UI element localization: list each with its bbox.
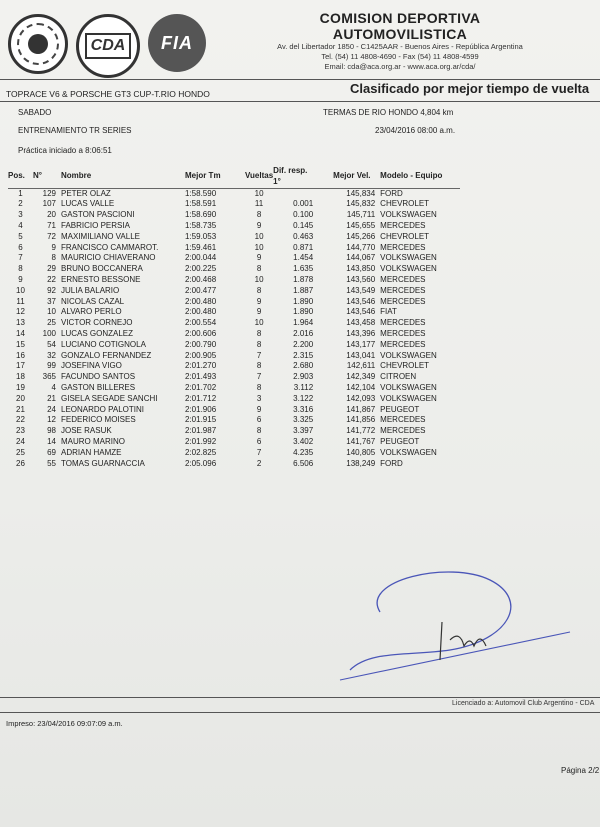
table-row (8, 459, 460, 470)
cell-best-time: 2:00.790 (185, 339, 217, 349)
cell-laps: 6 (256, 436, 262, 446)
cell-gap: 2.200 (293, 339, 314, 349)
col-header-number: N° (33, 166, 61, 188)
cell-model: VOLKSWAGEN (380, 264, 437, 274)
table-row (8, 351, 460, 362)
cell-name: ALVARO PERLO (61, 307, 122, 317)
cell-laps: 10 (254, 242, 264, 252)
cell-best-speed: 145,711 (346, 210, 376, 220)
cell-gap: 3.397 (293, 426, 314, 436)
license-note: Licenciado a: Automovil Club Argentino - CDA (452, 700, 595, 707)
cell-best-speed: 143,549 (346, 285, 376, 295)
cell-best-speed: 142,104 (346, 382, 376, 392)
cell-best-time: 2:01.915 (185, 415, 217, 425)
table-row (8, 394, 460, 405)
cell-best-speed: 143,546 (346, 307, 376, 317)
cell-best-time: 2:00.468 (185, 274, 217, 284)
table-row (8, 232, 460, 243)
cell-number: 365 (42, 372, 56, 382)
cell-name: MAURICIO CHIAVERANO (61, 253, 156, 263)
cell-laps: 8 (256, 285, 262, 295)
cell-model: CHEVROLET (380, 361, 430, 371)
cell-number: 29 (47, 264, 56, 274)
cell-name: LUCAS GONZALEZ (61, 328, 134, 338)
cell-gap: 0.100 (293, 210, 314, 220)
cell-best-time: 1:58.590 (185, 188, 217, 198)
cell-pos: 8 (18, 264, 23, 274)
cell-gap: 2.315 (293, 350, 314, 360)
cell-name: MAXIMILIANO VALLE (61, 231, 140, 241)
cell-model: VOLKSWAGEN (380, 393, 437, 403)
cell-model: MERCEDES (380, 285, 426, 295)
event-datetime: 23/04/2016 08:00 a.m. (375, 126, 456, 135)
cell-gap: 6.506 (293, 458, 314, 468)
cell-model: MERCEDES (380, 415, 426, 425)
cell-number: 21 (47, 393, 56, 403)
table-row (8, 448, 460, 459)
cell-name: JOSE RASUK (61, 426, 112, 436)
table-row (8, 307, 460, 318)
cell-best-speed: 142,349 (346, 372, 376, 382)
cell-gap: 0.145 (293, 220, 314, 230)
cell-number: 55 (47, 458, 56, 468)
cell-model: MERCEDES (380, 242, 426, 252)
cell-name: FRANCISCO CAMMAROT. (61, 242, 159, 252)
cell-pos: 20 (16, 393, 25, 403)
col-header-best-time: Mejor Tm (185, 166, 245, 188)
cell-best-time: 2:01.992 (185, 436, 217, 446)
cell-laps: 9 (256, 404, 262, 414)
cell-laps: 6 (256, 415, 262, 425)
cell-best-speed: 145,266 (346, 231, 376, 241)
cell-name: FABRICIO PERSIA (61, 220, 130, 230)
event-circuit: TERMAS DE RIO HONDO 4,804 km (323, 108, 454, 117)
cell-name: LUCAS VALLE (61, 199, 115, 209)
cell-model: VOLKSWAGEN (380, 210, 437, 220)
cell-model: CHEVROLET (380, 231, 430, 241)
cell-model: CITROEN (380, 372, 417, 382)
cell-pos: 10 (16, 285, 25, 295)
cell-name: BRUNO BOCCANERA (61, 264, 143, 274)
printed-timestamp: Impreso: 23/04/2016 09:07:09 a.m. (6, 719, 123, 728)
cell-best-speed: 141,772 (346, 426, 376, 436)
cell-best-speed: 140,805 (346, 447, 376, 457)
org-phone: Tel. (54) 11 4808-4690 - Fax (54) 11 4808-4599 (321, 52, 479, 61)
cell-gap: 1.635 (293, 264, 314, 274)
cell-laps: 8 (256, 264, 262, 274)
org-title: COMISION DEPORTIVA AUTOMOVILISTICA (319, 10, 481, 42)
cell-best-time: 1:59.053 (185, 231, 217, 241)
table-row (8, 426, 460, 437)
cell-name: FEDERICO MOISES (61, 415, 136, 425)
cell-pos: 21 (16, 404, 25, 414)
cell-best-time: 2:05.096 (185, 458, 217, 468)
cell-number: 10 (47, 307, 56, 317)
cell-pos: 2 (18, 199, 23, 209)
cell-best-time: 2:00.480 (185, 307, 217, 317)
footer-divider (0, 697, 600, 698)
cell-name: GONZALO FERNANDEZ (61, 350, 152, 360)
col-header-best-speed: Mejor Vel. (333, 166, 380, 188)
table-row (8, 340, 460, 351)
cell-model: MERCEDES (380, 339, 426, 349)
cell-gap: 0.463 (293, 231, 314, 241)
cell-pos: 14 (16, 328, 25, 338)
cell-model: MERCEDES (380, 318, 426, 328)
cell-best-time: 1:58.735 (185, 220, 217, 230)
cell-laps: 8 (256, 382, 262, 392)
cell-best-speed: 143,177 (346, 339, 376, 349)
cell-number: 99 (47, 361, 56, 371)
table-row (8, 243, 460, 254)
cell-laps: 8 (256, 328, 262, 338)
cell-laps: 3 (256, 393, 262, 403)
cell-model: VOLKSWAGEN (380, 350, 437, 360)
cell-number: 37 (47, 296, 56, 306)
cell-model: MERCEDES (380, 220, 426, 230)
cell-number: 69 (47, 447, 56, 457)
cell-best-time: 2:01.712 (185, 393, 217, 403)
cell-model: PEUGEOT (380, 436, 420, 446)
cell-number: 8 (51, 253, 56, 263)
cell-name: JOSEFINA VIGO (61, 361, 122, 371)
cell-laps: 7 (256, 372, 262, 382)
cell-best-time: 2:00.554 (185, 318, 217, 328)
cell-number: 92 (47, 285, 56, 295)
cell-number: 14 (47, 436, 56, 446)
cell-number: 9 (51, 242, 56, 252)
cell-best-speed: 141,767 (346, 436, 376, 446)
table-row (8, 318, 460, 329)
cell-best-time: 2:00.477 (185, 285, 217, 295)
table-row (8, 210, 460, 221)
cell-best-time: 2:00.225 (185, 264, 217, 274)
cell-number: 32 (47, 350, 56, 360)
cell-best-speed: 141,856 (346, 415, 376, 425)
cell-pos: 15 (16, 339, 25, 349)
cell-name: VICTOR CORNEJO (61, 318, 133, 328)
cell-pos: 25 (16, 447, 25, 457)
cell-model: MERCEDES (380, 274, 426, 284)
cell-model: CHEVROLET (380, 199, 430, 209)
org-email: Email: cda@aca.org.ar - www.aca.org.ar/cda/ (324, 62, 476, 71)
table-row (8, 286, 460, 297)
cell-best-speed: 145,834 (346, 188, 376, 198)
cell-gap: 1.964 (293, 318, 314, 328)
table-row (8, 372, 460, 383)
cell-model: FORD (380, 188, 403, 198)
cell-best-time: 2:00.480 (185, 296, 217, 306)
org-address: Av. del Libertador 1850 - C1425AAR - Buenos Aires - República Argentina (277, 42, 523, 51)
cell-name: FACUNDO SANTOS (61, 372, 136, 382)
cell-best-speed: 144,770 (346, 242, 376, 252)
table-row (8, 275, 460, 286)
cell-best-speed: 145,832 (346, 199, 376, 209)
cell-laps: 10 (254, 274, 264, 284)
signature (330, 560, 580, 690)
cell-pos: 5 (18, 231, 23, 241)
cell-pos: 4 (18, 220, 23, 230)
table-row (8, 253, 460, 264)
cell-gap: 0.871 (293, 242, 314, 252)
classification-title: Clasificado por mejor tiempo de vuelta (350, 81, 590, 96)
cell-laps: 8 (256, 426, 262, 436)
cell-model: VOLKSWAGEN (380, 382, 437, 392)
results-table (8, 166, 460, 469)
cell-model: FIAT (380, 307, 397, 317)
cell-number: 71 (47, 220, 56, 230)
cell-laps: 9 (256, 307, 262, 317)
cell-best-speed: 143,850 (346, 264, 376, 274)
table-row (8, 221, 460, 232)
cell-best-speed: 143,041 (346, 350, 376, 360)
cell-pos: 1 (18, 188, 23, 198)
cell-name: ERNESTO BESSONE (61, 274, 141, 284)
cda-logo: CDA (76, 14, 140, 78)
cell-pos: 6 (18, 242, 23, 252)
cell-pos: 3 (18, 210, 23, 220)
table-row (8, 415, 460, 426)
cell-number: 24 (47, 404, 56, 414)
event-day: SABADO (18, 108, 52, 117)
cell-gap: 1.890 (293, 307, 314, 317)
table-row (8, 437, 460, 448)
session-start: Práctica iniciado a 8:06:51 (18, 146, 112, 155)
cell-pos: 26 (16, 458, 25, 468)
cell-number: 22 (47, 274, 56, 284)
cell-laps: 9 (256, 296, 262, 306)
col-header-pos: Pos. (8, 166, 33, 188)
cell-best-time: 2:01.702 (185, 382, 217, 392)
cell-model: MERCEDES (380, 328, 426, 338)
cell-gap: 3.112 (293, 382, 314, 392)
cell-number: 20 (47, 210, 56, 220)
aca-logo (8, 14, 68, 74)
cell-laps: 11 (254, 199, 264, 209)
cell-best-time: 2:00.905 (185, 350, 217, 360)
cell-best-speed: 141,867 (346, 404, 376, 414)
cell-name: JULIA BALARIO (61, 285, 120, 295)
col-header-model: Modelo - Equipo (380, 166, 460, 188)
cell-best-speed: 143,560 (346, 274, 376, 284)
cell-gap: 0.001 (293, 199, 314, 209)
cell-pos: 9 (18, 274, 23, 284)
cell-name: PETER OLAZ (61, 188, 111, 198)
cell-best-time: 2:00.606 (185, 328, 217, 338)
divider (0, 79, 600, 80)
table-row (8, 405, 460, 416)
table-row (8, 264, 460, 275)
cell-pos: 16 (16, 350, 25, 360)
cell-number: 107 (42, 199, 56, 209)
cell-number: 4 (51, 382, 56, 392)
cell-laps: 7 (256, 447, 262, 457)
cell-gap: 1.890 (293, 296, 314, 306)
org-header (260, 10, 540, 72)
cell-best-speed: 144,067 (346, 253, 376, 263)
cell-laps: 8 (256, 210, 262, 220)
cell-number: 98 (47, 426, 56, 436)
cell-model: VOLKSWAGEN (380, 253, 437, 263)
cell-laps: 10 (254, 188, 264, 198)
cell-model: MERCEDES (380, 426, 426, 436)
event-session: ENTRENAMIENTO TR SERIES (18, 126, 132, 135)
cell-number: 54 (47, 339, 56, 349)
cell-number: 100 (42, 328, 56, 338)
cell-best-time: 2:00.044 (185, 253, 217, 263)
cell-name: GASTON PASCIONI (61, 210, 135, 220)
cell-gap: 1.878 (293, 274, 314, 284)
cell-gap: 2.903 (293, 372, 314, 382)
cell-laps: 8 (256, 361, 262, 371)
cell-laps: 9 (256, 220, 262, 230)
cell-number: 72 (47, 231, 56, 241)
cell-best-speed: 142,093 (346, 393, 376, 403)
cell-best-time: 1:58.591 (185, 199, 217, 209)
footer-divider (0, 712, 600, 713)
table-header-row (8, 166, 460, 188)
cell-gap: 3.402 (293, 436, 314, 446)
cell-model: VOLKSWAGEN (380, 447, 437, 457)
cell-model: MERCEDES (380, 296, 426, 306)
logos (8, 14, 206, 78)
cell-laps: 10 (254, 318, 264, 328)
cell-best-time: 2:01.493 (185, 372, 217, 382)
fia-logo: FIA (148, 14, 206, 72)
cell-best-time: 2:01.906 (185, 404, 217, 414)
cell-model: PEUGEOT (380, 404, 420, 414)
col-header-laps: Vueltas (245, 166, 273, 188)
results-body (8, 188, 460, 469)
cell-laps: 2 (256, 458, 262, 468)
cell-pos: 23 (16, 426, 25, 436)
cell-gap (273, 188, 333, 199)
col-header-name: Nombre (61, 166, 185, 188)
cell-name: NICOLAS CAZAL (61, 296, 125, 306)
cell-best-speed: 142,611 (346, 361, 376, 371)
cell-model: FORD (380, 458, 403, 468)
cell-gap: 3.122 (293, 393, 314, 403)
table-row (8, 199, 460, 210)
cell-best-speed: 143,396 (346, 328, 376, 338)
cell-name: TOMAS GUARNACCIA (61, 458, 145, 468)
cell-laps: 7 (256, 350, 262, 360)
cell-best-speed: 145,655 (346, 220, 376, 230)
cell-best-speed: 143,458 (346, 318, 376, 328)
cell-best-time: 2:02.825 (185, 447, 217, 457)
cell-number: 25 (47, 318, 56, 328)
cell-gap: 4.235 (293, 447, 314, 457)
cell-gap: 3.325 (293, 415, 314, 425)
cell-number: 12 (47, 415, 56, 425)
cell-gap: 1.454 (293, 253, 314, 263)
col-header-gap: Dif. resp. 1° (273, 166, 333, 188)
table-row (8, 297, 460, 308)
table-row (8, 188, 460, 199)
cell-pos: 13 (16, 318, 25, 328)
cell-best-speed: 138,249 (346, 458, 376, 468)
cell-pos: 22 (16, 415, 25, 425)
cell-name: ADRIAN HAMZE (61, 447, 122, 457)
cell-laps: 9 (256, 253, 262, 263)
cell-name: MAURO MARINO (61, 436, 125, 446)
cell-pos: 11 (16, 296, 25, 306)
cell-name: LUCIANO COTIGNOLA (61, 339, 146, 349)
cell-name: GASTON BILLERES (61, 382, 136, 392)
cell-gap: 3.316 (293, 404, 314, 414)
race-title: TOPRACE V6 & PORSCHE GT3 CUP-T.RIO HONDO (6, 89, 210, 99)
cell-gap: 2.016 (293, 328, 314, 338)
cell-best-time: 1:59.461 (185, 242, 217, 252)
cell-pos: 19 (16, 382, 25, 392)
cell-laps: 10 (254, 231, 264, 241)
cell-pos: 24 (16, 436, 25, 446)
cell-best-time: 2:01.270 (185, 361, 217, 371)
table-row (8, 383, 460, 394)
cell-laps: 8 (256, 339, 262, 349)
cell-pos: 12 (16, 307, 25, 317)
cell-pos: 18 (16, 372, 25, 382)
cell-name: LEONARDO PALOTINI (61, 404, 144, 414)
cell-gap: 2.680 (293, 361, 314, 371)
cell-best-time: 2:01.987 (185, 426, 217, 436)
cell-gap: 1.887 (293, 285, 314, 295)
cell-number: 129 (42, 188, 56, 198)
cell-pos: 17 (16, 361, 25, 371)
page-number: Página 2/2 (561, 766, 600, 775)
table-row (8, 329, 460, 340)
table-row (8, 361, 460, 372)
cell-name: GISELA SEGADE SANCHI (61, 393, 158, 403)
cell-pos: 7 (18, 253, 23, 263)
cell-best-speed: 143,546 (346, 296, 376, 306)
divider (0, 101, 600, 102)
cell-best-time: 1:58.690 (185, 210, 217, 220)
